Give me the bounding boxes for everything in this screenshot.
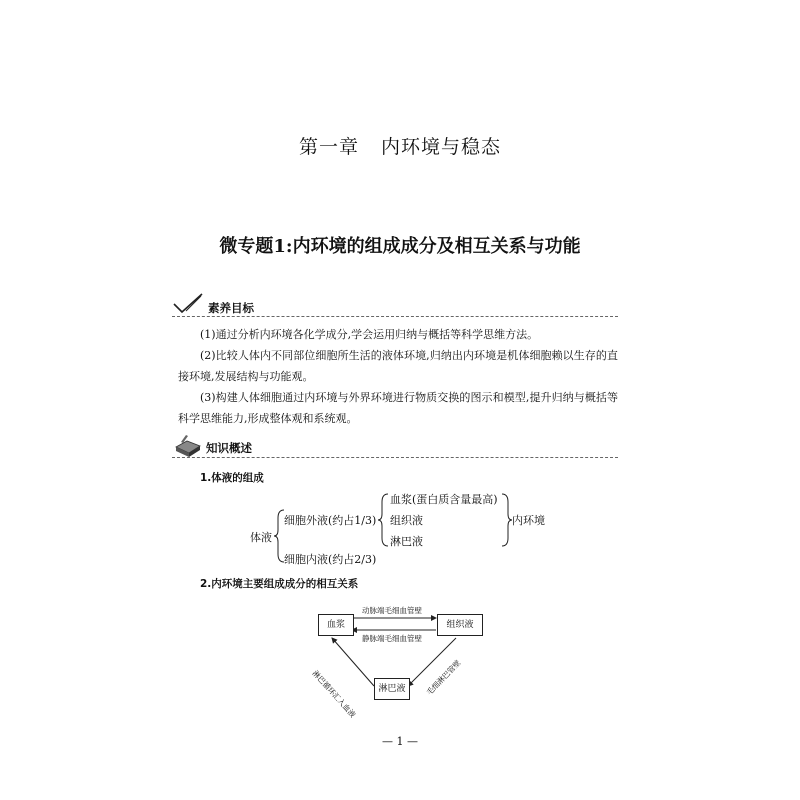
node-tissue-fluid: 组织液 xyxy=(437,614,483,636)
section-divider xyxy=(172,316,618,317)
chapter-title: 内环境与稳态 xyxy=(381,136,502,158)
tree-root: 体液 xyxy=(250,531,272,544)
section-heading-overview: 知识概述 xyxy=(206,441,252,455)
goal-paragraph: (2)比较人体内不同部位细胞所生活的液体环境,归纳出内环境是机体细胞赖以生存的直接环境,发展结构与功能观。 xyxy=(178,349,618,383)
tree-intracellular: 细胞内液(约占2/3) xyxy=(284,553,377,566)
tree-extracellular: 细胞外液(约占1/3) xyxy=(284,514,377,527)
chapter-heading xyxy=(0,132,800,159)
node-plasma: 血浆 xyxy=(318,614,354,636)
label-venous: 静脉端毛细血管壁 xyxy=(362,634,422,643)
label-lymph-capillary: 毛细淋巴管壁 xyxy=(424,658,463,697)
tree-lymph: 淋巴液 xyxy=(390,535,423,548)
brace-internal-env xyxy=(500,492,512,548)
page-number: — 1 — xyxy=(382,735,418,748)
tree-tissue-fluid: 组织液 xyxy=(390,514,423,527)
tree-internal-env: 内环境 xyxy=(512,514,545,527)
topic-title: 微专题1:内环境的组成成分及相互关系与功能 xyxy=(219,236,581,257)
subheading-body-fluid: 1.体液的组成 xyxy=(200,472,264,484)
label-arterial: 动脉端毛细血管壁 xyxy=(362,606,422,615)
chapter-prefix: 第一章 xyxy=(298,136,359,158)
tree-plasma: 血浆(蛋白质含量最高) xyxy=(390,493,498,506)
goal-paragraph: (1)通过分析内环境各化学成分,学会运用归纳与概括等科学思维方法。 xyxy=(200,328,539,341)
subheading-relations: 2.内环境主要组成成分的相互关系 xyxy=(200,578,359,590)
label-lymph-circulation: 淋巴循环汇入血液 xyxy=(310,668,358,720)
arrow-lymph-to-plasma xyxy=(332,638,374,686)
goal-paragraph: (3)构建人体细胞通过内环境与外界环境进行物质交换的图示和模型,提升归纳与概括等科学思维能力,形成整体观和系统观。 xyxy=(178,391,618,425)
node-lymph: 淋巴液 xyxy=(374,678,410,700)
brace-extracellular xyxy=(378,492,390,548)
goals-text xyxy=(178,324,618,429)
section-divider xyxy=(172,457,618,458)
section-heading-goals: 素养目标 xyxy=(208,301,254,315)
